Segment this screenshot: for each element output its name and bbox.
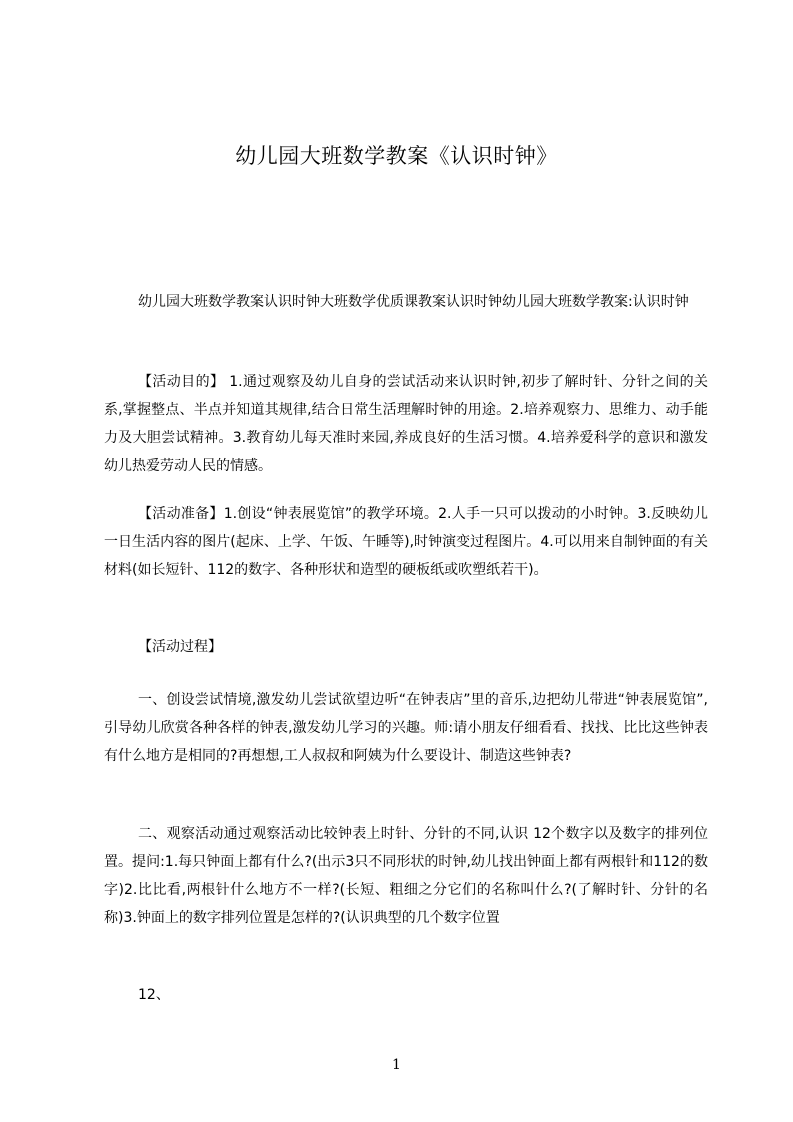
page-number: 1 [392,1057,401,1073]
step-two-paragraph: 二、观察活动通过观察活动比较钟表上时针、分针的不同,认识 12个数字以及数字的排列位置。提问:1.每只钟面上都有什么?(出示3只不同形状的时钟,幼儿找出钟面上都有两根针和112的数字)2.比比看,两根针什么地方不一样?(长短、粗细之分它们的名称叫什么?(了解时针、分针的名称)3.钟面上的数字排列位置是怎样的?(认识典型的几个数字位置 [104,826,708,926]
trailing-fragment: 12、 [138,987,170,1003]
activity-process-heading: 【活动过程】 [138,639,222,655]
page-title: 幼儿园大班数学教案《认识时钟》 [235,144,558,168]
intro-paragraph: 幼儿园大班数学教案认识时钟大班数学优质课教案认识时钟幼儿园大班数学教案:认识时钟 [138,294,689,310]
activity-goal-paragraph: 【活动目的】 1.通过观察及幼儿自身的尝试活动来认识时钟,初步了解时针、分针之间的关系,掌握整点、半点并知道其规律,结合日常生活理解时钟的用途。2.培养观察力、思维力、动手能力及大胆尝试精神。3.教育幼儿每天准时来园,养成良好的生活习惯。4.培养爱科学的意识和激发幼儿热爱劳动人民的情感。 [104,374,708,474]
step-one-paragraph: 一、创设尝试情境,激发幼儿尝试欲望边听“在钟表店”里的音乐,边把幼儿带进“钟表展览馆”,引导幼儿欣赏各种各样的钟表,激发幼儿学习的兴趣。师:请小朋友仔细看看、找找、比比这些钟表有什么地方是相同的?再想想,工人叔叔和阿姨为什么要设计、制造这些钟表? [104,692,708,764]
activity-preparation-paragraph: 【活动准备】1.创设“钟表展览馆”的教学环境。2.人手一只可以拨动的小时钟。3.反映幼儿一日生活内容的图片(起床、上学、午饭、午睡等),时钟演变过程图片。4.可以用来自制钟面的有关材料(如长短针、112的数字、各种形状和造型的硬板纸或吹塑纸若干)。 [104,506,708,578]
